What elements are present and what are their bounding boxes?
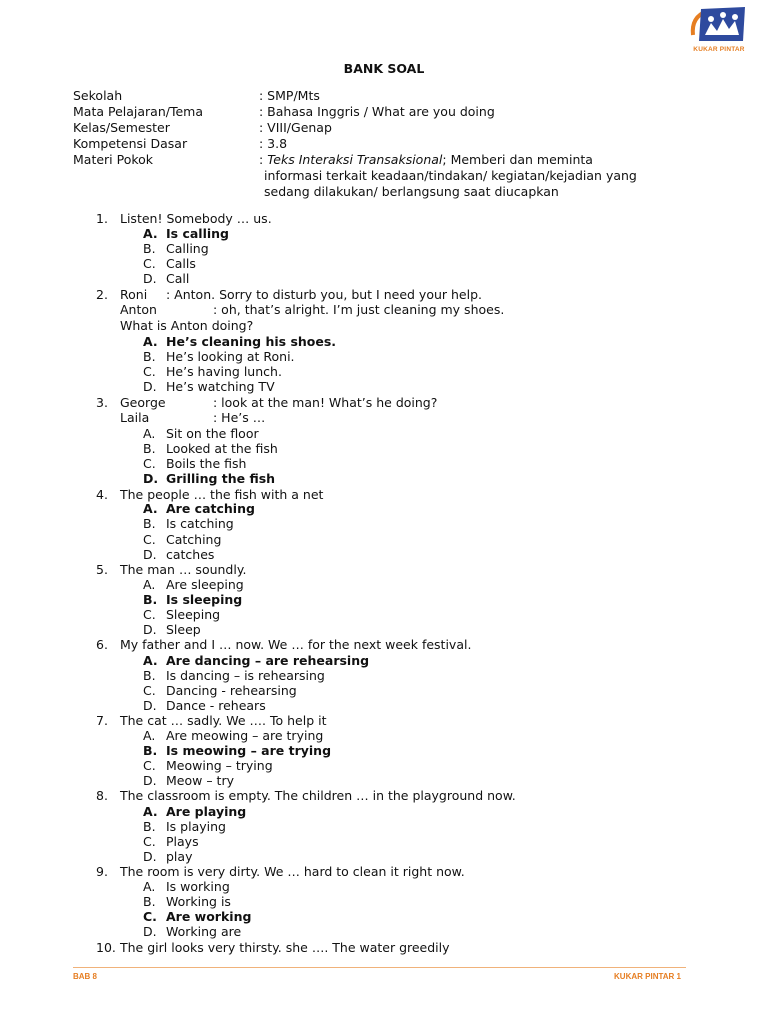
dialog-speaker: George xyxy=(120,395,166,410)
option-item: B. Is playing xyxy=(143,819,226,834)
option-item: D. Sleep xyxy=(143,622,201,637)
option-item: C. He’s having lunch. xyxy=(143,364,282,379)
meta-value: : VIII/Genap xyxy=(259,120,332,135)
option-item: C. Plays xyxy=(143,834,199,849)
question-number: 5. xyxy=(96,562,108,577)
question-9 xyxy=(0,864,768,879)
question-number: 10. xyxy=(96,940,116,955)
question-text: The classroom is empty. The children … in the playground now. xyxy=(120,788,516,803)
footer-page: KUKAR PINTAR 1 xyxy=(614,972,681,981)
option-item: B. Is dancing – is rehearsing xyxy=(143,668,325,683)
meta-value xyxy=(259,152,593,168)
option-item: B. Is catching xyxy=(143,516,234,531)
meta-value-rest: ; Memberi dan meminta xyxy=(442,152,593,167)
option-item: A. Are dancing – are rehearsing xyxy=(143,653,370,668)
logo-emblem-icon xyxy=(687,5,751,47)
option-item: C. Catching xyxy=(143,532,222,547)
option-item: A. Sit on the floor xyxy=(143,426,259,441)
option-item: A. Are playing xyxy=(143,804,247,819)
option-item: D. play xyxy=(143,849,193,864)
question-text: Listen! Somebody … us. xyxy=(120,211,272,226)
option-item: C. Meowing – trying xyxy=(143,758,273,773)
question-4 xyxy=(0,487,768,502)
question-number: 3. xyxy=(96,395,108,410)
meta-value: : Bahasa Inggris / What are you doing xyxy=(259,104,495,119)
option-item: A. He’s cleaning his shoes. xyxy=(143,334,337,349)
dialog-line: : He’s … xyxy=(213,410,266,425)
question-7 xyxy=(0,713,768,728)
option-item: D. Grilling the fish xyxy=(143,471,276,486)
option-item: B. Calling xyxy=(143,241,209,256)
option-item: B. He’s looking at Roni. xyxy=(143,349,295,364)
option-item: D. He’s watching TV xyxy=(143,379,275,394)
option-item: D. Meow – try xyxy=(143,773,234,788)
question-text: The cat … sadly. We …. To help it xyxy=(120,713,327,728)
question-number: 8. xyxy=(96,788,108,803)
question-10 xyxy=(0,940,768,955)
question-5 xyxy=(0,562,768,577)
option-item: C. Dancing - rehearsing xyxy=(143,683,297,698)
meta-value: : 3.8 xyxy=(259,136,288,151)
question-text: The man … soundly. xyxy=(120,562,247,577)
kukar-pintar-logo xyxy=(687,5,751,57)
dialog-line: : Anton. Sorry to disturb you, but I need your help. xyxy=(166,287,482,302)
dialog-row xyxy=(0,302,768,317)
meta-label: Mata Pelajaran/Tema xyxy=(73,104,203,119)
option-item: A. Are sleeping xyxy=(143,577,244,592)
meta-value: : SMP/Mts xyxy=(259,88,320,103)
option-item: C. Boils the fish xyxy=(143,456,247,471)
page-title: BANK SOAL xyxy=(343,61,425,76)
question-1 xyxy=(0,211,768,226)
option-item: C. Are working xyxy=(143,909,252,924)
question-number: 4. xyxy=(96,487,108,502)
option-item: B. Is meowing – are trying xyxy=(143,743,332,758)
option-item: A. Are meowing – are trying xyxy=(143,728,324,743)
footer-divider xyxy=(73,967,686,968)
question-8 xyxy=(0,788,768,803)
question-number: 6. xyxy=(96,637,108,652)
question-text-row xyxy=(0,318,768,333)
option-item: D. Call xyxy=(143,271,190,286)
question-number: 1. xyxy=(96,211,108,226)
question-text: The people … the fish with a net xyxy=(120,487,324,502)
dialog-speaker: Roni xyxy=(120,287,148,302)
meta-label: Kelas/Semester xyxy=(73,120,170,135)
question-number: 2. xyxy=(96,287,108,302)
option-item: B. Is sleeping xyxy=(143,592,243,607)
option-item: A. Is working xyxy=(143,879,230,894)
dialog-speaker: Anton xyxy=(120,302,157,317)
dialog-row xyxy=(0,410,768,425)
meta-label: Kompetensi Dasar xyxy=(73,136,188,151)
option-item: B. Looked at the fish xyxy=(143,441,278,456)
option-item: D. Working are xyxy=(143,924,242,939)
meta-value-italic: Teks Interaksi Transaksional xyxy=(267,152,443,167)
option-item: C. Calls xyxy=(143,256,196,271)
logo-text: KUKAR PINTAR xyxy=(693,46,745,53)
meta-value-prefix: : xyxy=(259,152,268,167)
question-number: 7. xyxy=(96,713,108,728)
option-item: A. Is calling xyxy=(143,226,229,241)
dialog-speaker: Laila xyxy=(120,410,150,425)
question-3 xyxy=(0,395,768,410)
option-item: B. Working is xyxy=(143,894,231,909)
option-item: D. Dance - rehears xyxy=(143,698,266,713)
dialog-line: : look at the man! What’s he doing? xyxy=(213,395,438,410)
question-number: 9. xyxy=(96,864,108,879)
meta-label: Materi Pokok xyxy=(73,152,154,167)
footer-chapter: BAB 8 xyxy=(73,972,98,981)
question-text: The girl looks very thirsty. she …. The water greedily xyxy=(120,940,450,955)
question-text: The room is very dirty. We … hard to clean it right now. xyxy=(120,864,465,879)
question-6 xyxy=(0,637,768,652)
option-item: C. Sleeping xyxy=(143,607,221,622)
question-text: My father and I … now. We … for the next week festival. xyxy=(120,637,472,652)
option-item: D. catches xyxy=(143,547,215,562)
meta-label: Sekolah xyxy=(73,88,123,103)
option-item: A. Are catching xyxy=(143,501,255,516)
question-2 xyxy=(0,287,768,302)
question-text: What is Anton doing? xyxy=(120,318,254,333)
dialog-line: : oh, that’s alright. I’m just cleaning my shoes. xyxy=(213,302,505,317)
